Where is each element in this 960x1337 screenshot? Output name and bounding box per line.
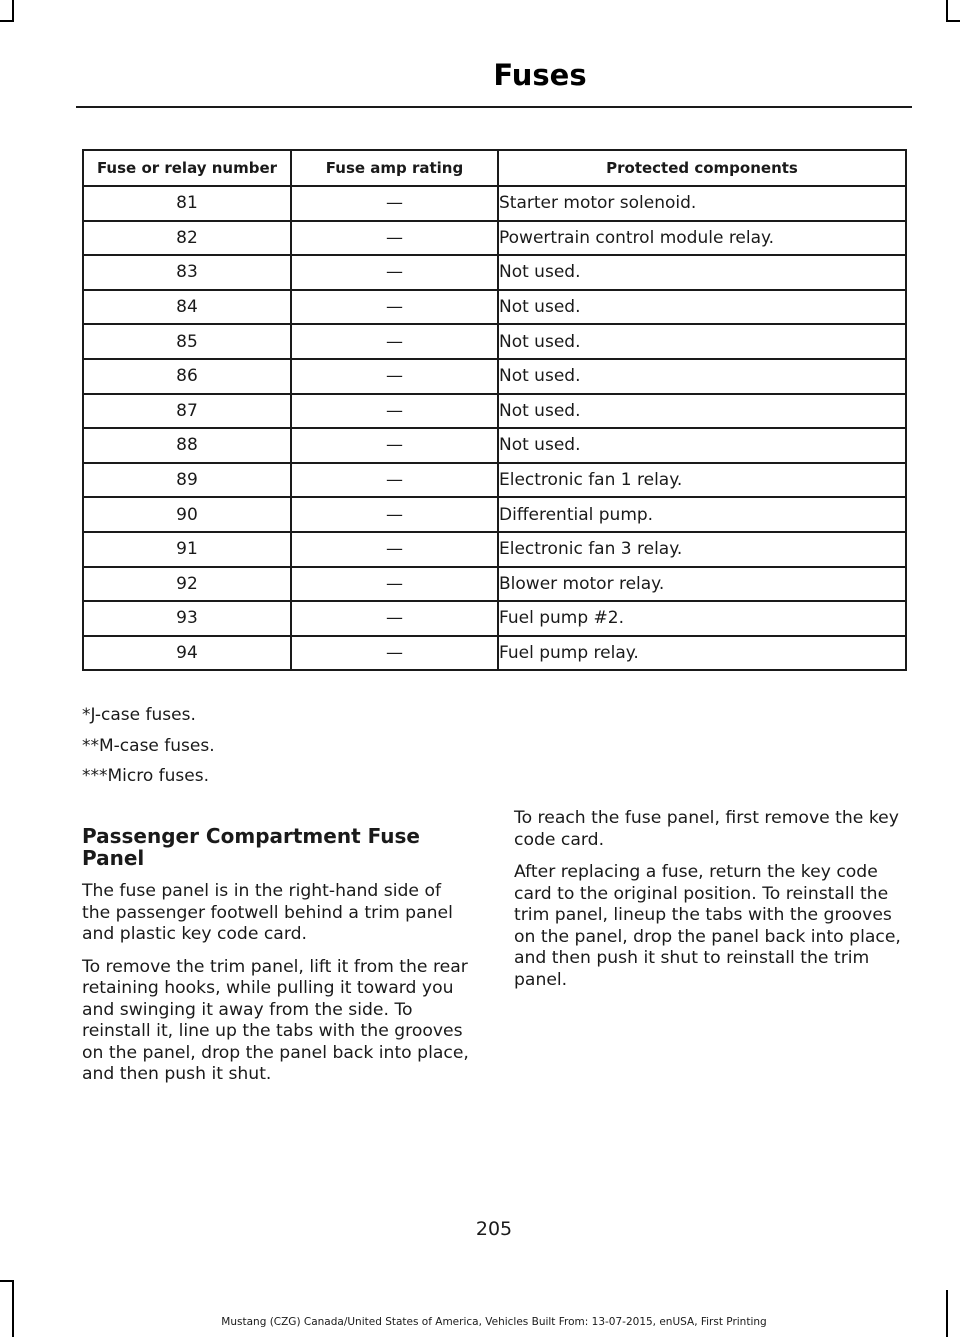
amp-rating: —	[291, 290, 498, 325]
fuse-number: 89	[83, 463, 291, 498]
table-row	[83, 463, 906, 498]
protected-component: Powertrain control module relay.	[498, 221, 906, 256]
table-row	[83, 497, 906, 532]
right-column	[514, 808, 906, 1002]
fuse-number: 88	[83, 428, 291, 463]
crop-mark-top-right	[946, 0, 948, 22]
amp-rating: —	[291, 186, 498, 221]
amp-rating: —	[291, 359, 498, 394]
fuse-number: 94	[83, 636, 291, 671]
protected-component: Fuel pump relay.	[498, 636, 906, 671]
protected-component: Not used.	[498, 290, 906, 325]
fuse-number: 83	[83, 255, 291, 290]
amp-rating: —	[291, 324, 498, 359]
footnote-j-case: *J-case fuses.	[82, 705, 196, 725]
fuse-number: 92	[83, 567, 291, 602]
protected-component: Not used.	[498, 359, 906, 394]
amp-rating: —	[291, 567, 498, 602]
section-heading: Passenger Compartment Fuse Panel	[82, 824, 420, 870]
column-header-fuse-number: Fuse or relay number	[83, 150, 291, 186]
fuse-number: 82	[83, 221, 291, 256]
fuse-number: 93	[83, 601, 291, 636]
protected-component: Starter motor solenoid.	[498, 186, 906, 221]
left-column	[82, 825, 474, 1097]
protected-component: Not used.	[498, 324, 906, 359]
fuse-number: 81	[83, 186, 291, 221]
table-row	[83, 255, 906, 290]
table-row	[83, 324, 906, 359]
protected-component: Not used.	[498, 394, 906, 429]
fuse-number: 91	[83, 532, 291, 567]
table-row	[83, 394, 906, 429]
amp-rating: —	[291, 601, 498, 636]
table-row	[83, 290, 906, 325]
table-row	[83, 601, 906, 636]
paragraph: After replacing a fuse, return the key code card to the original position. To reinstall the trim panel, lineup the tabs with the grooves on the panel, drop the panel back into place, and then push it shut to reinstall the trim panel.	[514, 862, 901, 990]
fuse-table	[82, 149, 907, 671]
column-header-amp-rating: Fuse amp rating	[291, 150, 498, 186]
fuse-number: 90	[83, 497, 291, 532]
amp-rating: —	[291, 636, 498, 671]
amp-rating: —	[291, 532, 498, 567]
protected-component: Not used.	[498, 428, 906, 463]
fuse-number: 87	[83, 394, 291, 429]
fuse-number: 86	[83, 359, 291, 394]
page-title: Fuses	[493, 58, 587, 92]
protected-component: Electronic fan 1 relay.	[498, 463, 906, 498]
amp-rating: —	[291, 255, 498, 290]
table-row	[83, 567, 906, 602]
protected-component: Not used.	[498, 255, 906, 290]
crop-mark-top-left	[0, 20, 14, 22]
crop-mark-bottom-left	[0, 1280, 14, 1282]
protected-component: Fuel pump #2.	[498, 601, 906, 636]
page-footer: Mustang (CZG) Canada/United States of America, Vehicles Built From: 13-07-2015, enUSA, First Printing	[221, 1316, 767, 1328]
table-row	[83, 532, 906, 567]
protected-component: Differential pump.	[498, 497, 906, 532]
header-rule	[76, 106, 912, 108]
amp-rating: —	[291, 221, 498, 256]
protected-component: Electronic fan 3 relay.	[498, 532, 906, 567]
crop-mark-bottom-right	[946, 1290, 948, 1337]
crop-mark-top-right	[946, 20, 960, 22]
table-header-row	[83, 150, 906, 186]
amp-rating: —	[291, 428, 498, 463]
table-row	[83, 221, 906, 256]
protected-component: Blower motor relay.	[498, 567, 906, 602]
crop-mark-bottom-left	[12, 1280, 14, 1337]
footnote-micro: ***Micro fuses.	[82, 766, 209, 786]
footnote-m-case: **M-case fuses.	[82, 736, 215, 756]
fuse-number: 85	[83, 324, 291, 359]
column-header-protected-components: Protected components	[498, 150, 906, 186]
page-number: 205	[475, 1218, 513, 1240]
paragraph: To reach the fuse panel, first remove the key code card.	[514, 808, 899, 850]
paragraph: The fuse panel is in the right-hand side of the passenger footwell behind a trim panel and plastic key code card.	[82, 881, 453, 944]
amp-rating: —	[291, 394, 498, 429]
table-row	[83, 359, 906, 394]
crop-mark-top-left	[12, 0, 14, 22]
table-row	[83, 428, 906, 463]
table-row	[83, 186, 906, 221]
paragraph: To remove the trim panel, lift it from the rear retaining hooks, while pulling it toward you and swinging it away from the side. To reinstall it, line up the tabs with the grooves on the panel, drop the panel back into place, and then push it shut.	[82, 956, 469, 1084]
table-row	[83, 636, 906, 671]
amp-rating: —	[291, 463, 498, 498]
amp-rating: —	[291, 497, 498, 532]
fuse-number: 84	[83, 290, 291, 325]
